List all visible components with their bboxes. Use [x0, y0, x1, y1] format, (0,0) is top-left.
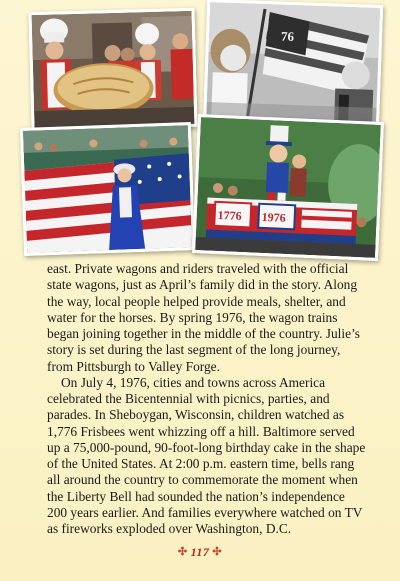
float-sign-1776: 1776 — [217, 207, 243, 224]
paragraph-bicentennial-celebrations: On July 4, 1976, cities and towns across America celebrated the Bicentennial with picnics, parties, and parades. In Sheboygan, Wisconsin, children watched as 1,776 Frisbees went whizzing off a hill. Baltimore served up a 75,000-pound, 90-foot-long birthday cake in the shape of the United States. At 2:00 p.m. eastern time, bells rang all around the country to commemorate the moment when the Liberty Bell had sounded the nation’s independence 200 years earlier. And families everywhere watched on TV as fireworks exploded over Washington, D.C. — [47, 374, 366, 536]
photo-flag-performer-graphic — [23, 125, 192, 253]
page-folio — [0, 545, 400, 560]
page-number: 117 — [190, 545, 210, 559]
photo-float-graphic — [195, 117, 381, 258]
photo-kids-flag-graphic — [206, 2, 380, 132]
ornament-left-icon: ✣ — [177, 546, 188, 558]
paragraph-wagon-trains: east. Private wagons and riders traveled with the official state wagons, just as April’s family did in the story. Along the way, local people helped provide meals, shelter, and water for the horses. By spring 1976, the wagon trains began joining together in the middle of the country. Julie’s story is set during the last segment of the long journey, from Pittsburgh to Valley Forge. — [47, 261, 360, 374]
photo-bicentennial-float — [192, 114, 384, 261]
photo-flag-performer — [20, 122, 195, 256]
photo-chefs-graphic — [32, 11, 195, 128]
body-text — [47, 261, 367, 537]
float-sign-1976: 1976 — [261, 209, 286, 225]
photo-chefs-with-pie — [28, 8, 197, 131]
ornament-right-icon: ✣ — [212, 546, 223, 558]
flag-76-label: 76 — [280, 28, 295, 45]
